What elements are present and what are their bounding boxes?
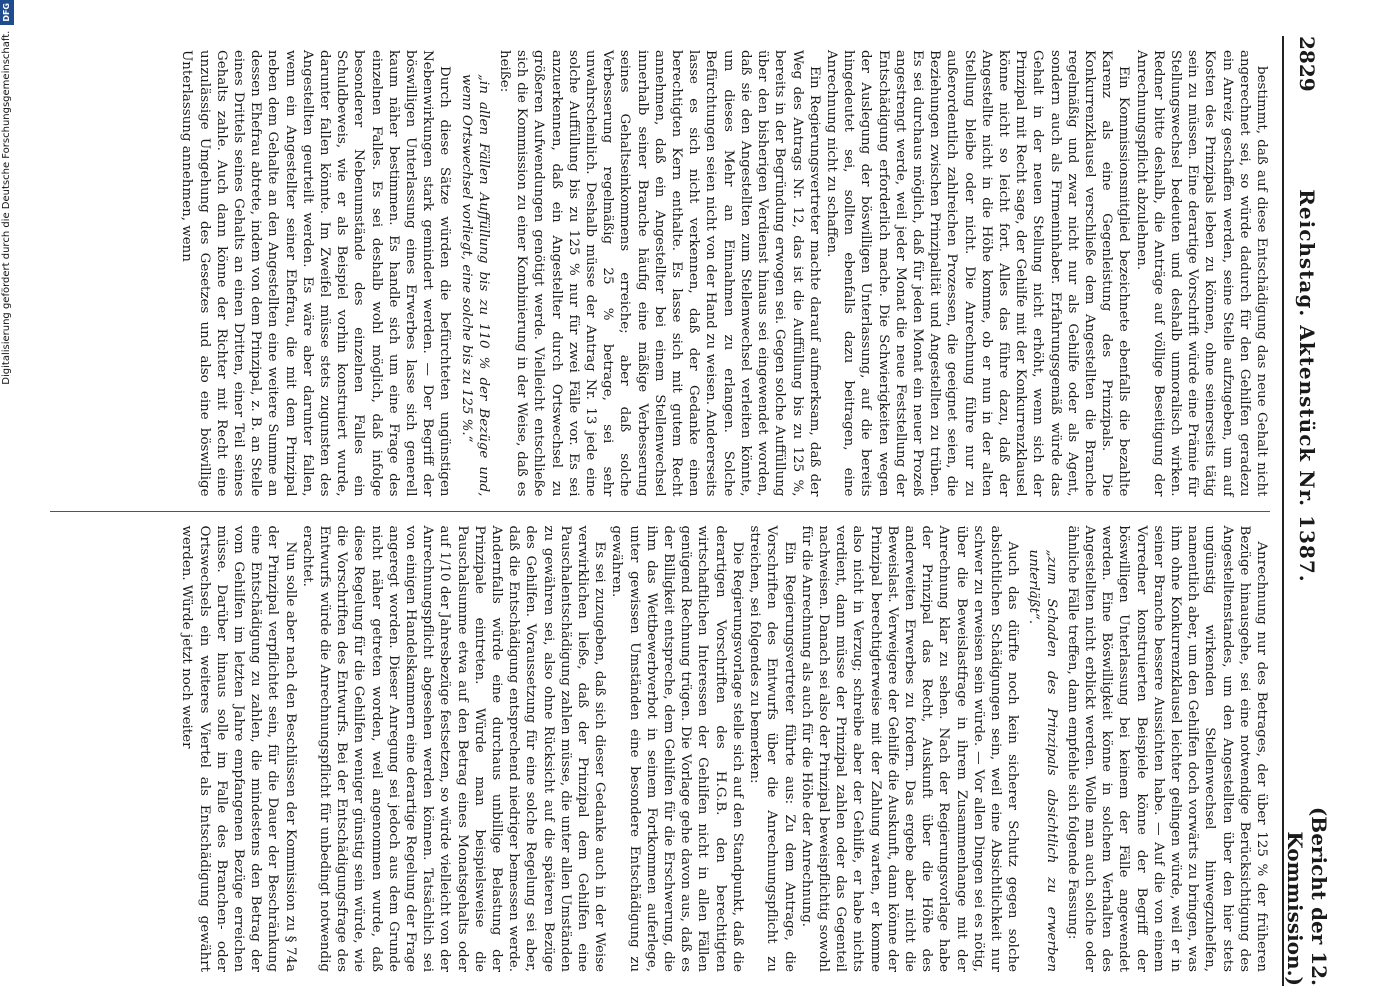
paragraph: Durch diese Sätze würden die befürchteten ungünstigen Nebenwirkungen stark gemindert werden. — Der Begriff der böswilligen Unterlassung eines Erwerbes lasse sich generell kaum näher bestimmen. Es handle sich um eine Frage des einzelnen Falles. Es sei deshalb wohl möglich, daß infolge besonderer Nebenumstände des einzelnen Falles ein Schuldbeweis, wie er als Beispiel vorhin konstruiert wurde, darunter fallen könnte. Im Zweifel müsse stets zugunsten des Angestellten geurteilt werden. Es wäre aber darunter fallen, wenn ein Angestellter seiner Ehefrau, die mit dem Prinzipal neben dem Gehalte an den Angestellten eine weitere Summe an dessen Ehefrau abtrete, indem von dem Prinzipal, z. B. an Stelle eines Drittels seines Gehalts an einen Dritten, einer Teil seines Gehalts zahle. Auch dann könne der Richter mit Recht eine unzulässige Umgehung des Gesetzes und also eine böswillige Unterlassung annehmen, wenn — [179, 50, 453, 497]
quoted-proposal: „zum Schaden des Prinzipals absichtlich zu erwerben unterläßt“. — [1026, 549, 1059, 972]
paragraph: Ein Kommissionsmitglied bezeichnete ebenfalls die bezahlte Karenz als eine Gegenleistung des Prinzipals. Die Konkurrenzklausel verschließe dem Angestellten die Branche regelmäßig und zwar nicht nur als Gehilfe oder als Agent, sondern auch als Firmeninhaber. Erfahrungsgemäß würde das Gehalt in der neuen Stellung nicht erhöht, wenn sich der Prinzipal mit Recht sage, der Gehilfe mit der Konkurrenzklausel könne nicht so leicht fort. Alles das führe dazu, daß der Angestellte nicht in die Höhe komme, ob er nun in der alten Stellung bleibe oder nicht. Die Anrechnung führe nur zu außerordentlich zahlreichen Prozessen, die geeignet seien, die Beziehungen zwischen Prinzipalität und Angestellten zu trüben. Es sei durchaus möglich, daß für jeden Monat ein neuer Prozeß angestrengt werde, weil jeder Monat die neue Feststellung der Entschädigung erforderlich mache. Die Schwierigkeiten wegen der Auslegung der böswilligen Unterlassung, auf die bereits hingedeutet sei, sollten ebenfalls dazu beitragen, eine Anrechnung nicht zu schaffen. — [823, 50, 1132, 497]
paragraph: Die Regierungsvorlage stelle sich auf den Standpunkt, daß die derartigen Vorschriften des H.G.B. den berechtigten wirtschaftlichen Interessen der Gehilfen nicht in allen Fällen genügend Rechnung trügen. Die Vorlage gehe davon aus, daß es der Billigkeit entspreche, dem Gehilfen für die Erschwerung, die ihm das Wettbewerbverbot in seinem Fortkommen auferlege, unter gewissen Umständen eine besondere Entschädigung zu gewähren. — [609, 525, 745, 972]
report-title: (Bericht der 12. Kommission.) — [1283, 806, 1331, 986]
dfg-logo: DFG — [0, 0, 14, 25]
page-number: 2829 — [1295, 36, 1319, 92]
paragraph: Auch das dürfte noch kein sicherer Schutz gegen solche absichtlichen Schädigungen sein, weil eine Absichtlichkeit nur schwer zu erweisen sein würde. — Vor allen Dingen sei es nötig, über die Beweislastfrage in ihrem Zusammenhange mit der Anrechnung klar zu sehen. Nach der Regierungsvorlage habe der Prinzipal das Recht, Auskunft über die Höhe des anderweiten Erwerbes zu fordern. Das ergebe aber nicht die Beweislast. Verweigere der Gehilfe die Auskunft, dann könne der Prinzipal berechtigterweise mit der Zahlung warten, er komme also nicht in Verzug; schreibe aber der Gehilfe, er habe nichts verdient, dann müsse der Prinzipal zahlen oder das Gegenteil nachweisen. Danach sei also der Prinzipal beweispflichtig sowohl für die Anrechnung als auch für die Höhe der Anrechnung. — [798, 525, 1021, 972]
left-margin — [0, 0, 14, 1000]
quoted-proposal: „in allen Fällen Auffüllung bis zu 110 % der Bezüge und, wenn Ortswechsel vorliegt, eine solche bis zu 125 %.“ — [458, 74, 491, 497]
paragraph: Anrechnung nur des Betrages, der über 125 % der früheren Bezüge hinausgehe, sei eine notwendige Berücksichtigung des Angestelltenstandes, um den Angestellten über den hier stets ungünstig wirkenden Stellenwechsel hinwegzuhelfen, namentlich aber, um den Gehilfen doch vorwärts zu bringen, was ihm ohne Konkurrenzklausel leichter gelingen würde, weil er in seiner Branche bessere Aussichten habe. — Auf die von einem Vorredner konstruierten Beispiele könne der Begriff der böswilligen Unterlassung bei keinem der Fälle angewendet werden. Eine Böswilligkeit könne in solchem Verhalten des Angestellten nicht erblickt werden. Wolle man auch solche oder ähnliche Fälle treffen, dann empfehle sich folgende Fassung: — [1064, 525, 1269, 972]
page-header — [1282, 36, 1330, 986]
text-columns — [50, 36, 1270, 986]
digitization-notice-text: Digitalisierung gefördert durch die Deutsche Forschungsgemeinschaft. — [1, 30, 12, 385]
scanned-page — [50, 36, 1330, 986]
paragraph: Ein Regierungsvertreter machte darauf aufmerksam, daß der Weg des Antrags Nr. 12, das ist die Auffüllung bis zu 125 %, bereits in der Begründung erwogen sei. Gegen solche Auffüllung über den bisherigen Verdienst hinaus sei eingewendet worden, daß sie den Angestellten zum Stellenwechsel verleiten könnte, um dieses Mehr an Einnahmen zu erlangen. Solche Befürchtungen seien nicht von der Hand zu weisen. Andererseits lasse es sich nicht verkennen, daß der Gedanke einen berechtigten Kern enthalte. Es lasse sich mit gutem Recht annehmen, daß ein Angestellter bei einem Stellenwechsel innerhalb seiner Branche häufig eine mäßige Verbesserung seines Gehaltseinkommens erreiche; aber daß solche Verbesserung regelmäßig 25 % betrage, sei sehr unwahrscheinlich. Deshalb müsse der Antrag Nr. 13 jede eine solche Auffüllung bis zu 125 % nur für zwei Fälle vor. Es sei anzuerkennen, daß ein Angestellter durch Ortswechsel zu größeren Aufwendungen genötigt werde. Vielleicht entschließe sich die Kommission zu einer Kombinierung in der Weise, daß es heiße: — [497, 50, 822, 497]
page-title: Reichstag. Aktenstück Nr. 1387. — [1295, 189, 1319, 583]
paragraph: Es sei zuzugeben, daß sich dieser Gedanke auch in der Weise verwirklichen ließe, daß der Prinzipal dem Gehilfen eine Pauschalentschädigung zahlen müsse, die unter allen Umständen zu gewähren sei, also ohne Rücksicht auf die späteren Bezüge des Gehilfen. Voraussetzung für eine solche Regelung sei aber, daß die Entschädigung entsprechend niedriger bemessen werde. Andernfalls würde eine durchaus unbillige Belastung der Prinzipale eintreten. Würde man beispielsweise die Pauschalsumme etwa auf den Betrag eines Monatsgehalts oder auf 1/10 der Jahresbezüge festsetzen, so würde vielleicht von der Anrechnungspflicht abgesehen werden können. Tatsächlich sei von einigen Handelskammern eine derartige Regelung der Frage angeregt worden. Dieser Anregung sei jedoch aus dem Grunde nicht näher getreten worden, weil angenommen wurde, daß diese Regelung für die Gehilfen weniger günstig sein würde, wie die Vorschriften des Entwurfs. Bei der Entschädigungsfrage des Entwurfs würde die Anrechnungspflicht für unbedingt notwendig erachtet. — [299, 525, 608, 973]
paragraph: Nun solle aber nach den Beschlüssen der Kommission zu § 74a der Prinzipal verpflichtet sein, für die Dauer der Beschränkung eine Entschädigung zu zahlen, die mindestens den Betrag der vom Gehilfen im letzten Jahre empfangenen Bezüge erreichen müsse. Darüber hinaus solle im Falle des Branchen- oder Ortswechsels ein weiteres Viertel als Entschädigung gewährt werden. Würde jetzt noch weiter — [179, 525, 298, 972]
paragraph: bestimmt, daß auf diese Entschädigung das neue Gehalt nicht angerechnet sei, so würde dadurch für den Gehilfen geradezu ein Anreiz geschaffen werden, seine Stelle aufzugeben, um auf Kosten des Prinzipals leben zu können, ohne seinerseits tätig sein zu müssen. Eine derartige Vorschrift würde eine Prämie für Stellungswechsel bedeuten und deshalb unmoralisch wirken. Redner bitte deshalb, die Anträge auf völlige Beseitigung der Anrechnungspflicht abzulehnen. — [1133, 50, 1269, 497]
paragraph: Ein Regierungsvertreter führte aus: Zu dem Antrage, die Vorschriften des Entwurfs über die Anrechnungspflicht zu streichen, sei folgendes zu bemerken: — [747, 525, 797, 972]
column-right — [50, 511, 1270, 987]
digitization-notice — [0, 0, 14, 1000]
column-left — [50, 36, 1270, 511]
